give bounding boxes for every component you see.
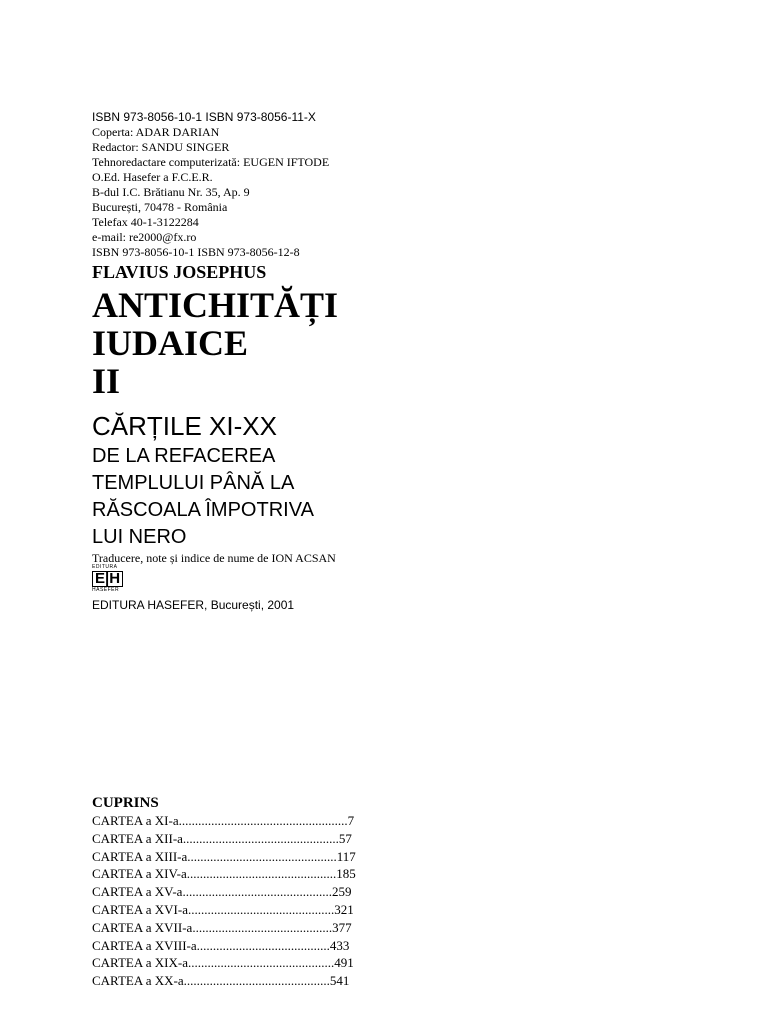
subtitle-line-2: TEMPLULUI PÂNĂ LA	[92, 472, 295, 494]
toc-entry[interactable]	[92, 972, 356, 990]
publisher-line: EDITURA HASEFER, București, 2001	[92, 598, 295, 612]
toc-entry[interactable]	[92, 937, 356, 955]
toc-entry-page: 57	[338, 830, 352, 846]
toc-entry-page: 433	[329, 937, 350, 953]
publisher-logo	[92, 565, 123, 593]
toc-entry-page: 185	[336, 866, 356, 882]
toc-entry-page: 541	[329, 973, 350, 989]
toc-entry-leader: .............................................	[187, 955, 335, 971]
volume-number: II	[92, 361, 121, 401]
cover-credit: Coperta: ADAR DARIAN	[92, 125, 220, 139]
table-of-contents	[92, 794, 356, 990]
toc-entry-leader: ..............................................	[187, 848, 337, 864]
editor-credit: Redactor: SANDU SINGER	[92, 140, 230, 154]
subtitle-line-1: DE LA REFACEREA	[92, 445, 276, 467]
toc-entry[interactable]	[92, 865, 356, 883]
metadata-block	[92, 110, 329, 260]
eh-logo-icon: E|H	[92, 570, 123, 587]
toc-entry-label: CARTEA a XIX-a	[92, 955, 188, 971]
typesetting-credit: Tehnoredactare computerizată: EUGEN IFTODE	[92, 155, 330, 169]
toc-entry-page: 491	[334, 955, 354, 971]
toc-entry-label: CARTEA a XII-a	[92, 830, 183, 846]
subtitle-line-3: RĂSCOALA ÎMPOTRIVA	[92, 499, 314, 521]
books-range: CĂRȚILE XI-XX	[92, 411, 277, 441]
toc-entry-leader: .............................................	[187, 901, 335, 917]
toc-entry-label: CARTEA a XIV-a	[92, 866, 187, 882]
toc-list	[92, 812, 356, 990]
toc-entry-leader: .........................................	[196, 937, 330, 953]
toc-entry[interactable]	[92, 954, 356, 972]
toc-entry-label: CARTEA a XVIII-a	[92, 937, 197, 953]
telefax: Telefax 40-1-3122284	[92, 215, 199, 229]
toc-entry-label: CARTEA a XI-a	[92, 813, 179, 828]
subtitle-line-4: LUI NERO	[92, 526, 187, 548]
logo-top-text: EDITURA	[92, 564, 118, 570]
toc-entry-leader: ..............................................	[186, 866, 337, 882]
logo-letter-e: E	[95, 570, 106, 587]
toc-entry[interactable]	[92, 812, 356, 830]
publisher-org: O.Ed. Hasefer a F.C.E.R.	[92, 170, 213, 184]
toc-entry-page: 117	[336, 848, 356, 864]
toc-entry-label: CARTEA a XV-a	[92, 884, 183, 900]
address-street: B-dul I.C. Brătianu Nr. 35, Ap. 9	[92, 185, 250, 199]
toc-entry-page: 259	[331, 884, 352, 900]
title-line-1: ANTICHITĂȚI	[92, 285, 339, 325]
toc-entry-leader: .............................................	[183, 973, 330, 989]
toc-heading: CUPRINS	[92, 795, 159, 811]
title-line-2: IUDAICE	[92, 323, 249, 363]
toc-entry-leader: ................................................	[182, 830, 339, 846]
toc-entry[interactable]	[92, 830, 356, 848]
toc-entry-page: 7	[347, 813, 355, 828]
toc-entry-page: 321	[334, 901, 354, 917]
toc-entry-leader: ....................................................	[178, 813, 348, 828]
toc-entry-label: CARTEA a XX-a	[92, 973, 184, 989]
author-name: FLAVIUS JOSEPHUS	[92, 262, 267, 282]
toc-entry-label: CARTEA a XVI-a	[92, 901, 188, 917]
title-block	[92, 286, 338, 400]
toc-entry-leader: ...........................................	[192, 919, 333, 935]
toc-entry[interactable]	[92, 919, 356, 937]
toc-entry-leader: ..............................................	[182, 884, 332, 900]
translation-note: Traducere, note și indice de nume de ION ACSAN	[92, 551, 336, 565]
address-city: București, 70478 - România	[92, 200, 228, 214]
toc-entry[interactable]	[92, 883, 356, 901]
toc-entry-label: CARTEA a XVII-a	[92, 919, 193, 935]
email: e-mail: re2000@fx.ro	[92, 230, 197, 244]
subtitle-block	[92, 443, 314, 551]
logo-letter-h: H	[109, 570, 121, 587]
toc-entry[interactable]	[92, 848, 356, 866]
toc-entry[interactable]	[92, 901, 356, 919]
toc-entry-page: 377	[332, 919, 352, 935]
isbn-line: ISBN 973-8056-10-1 ISBN 973-8056-11-X	[92, 110, 316, 124]
isbn-line-2: ISBN 973-8056-10-1 ISBN 973-8056-12-8	[92, 245, 300, 259]
toc-entry-label: CARTEA a XIII-a	[92, 848, 188, 864]
logo-bottom-text: HASEFER	[92, 587, 120, 593]
